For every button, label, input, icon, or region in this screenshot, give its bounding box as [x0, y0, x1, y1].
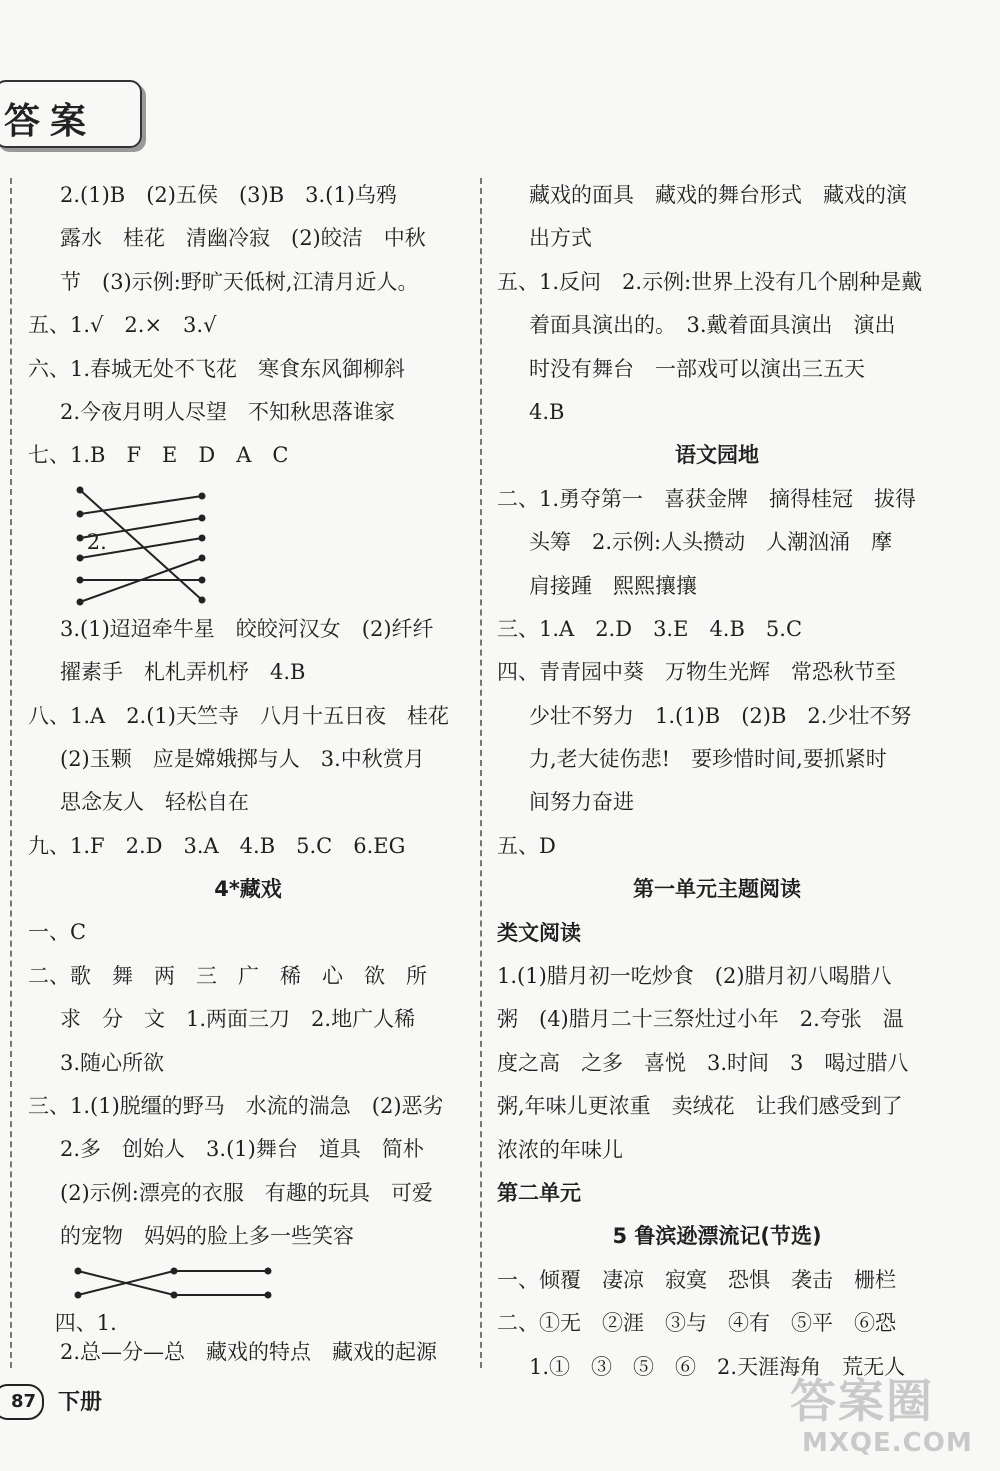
answer-line: 粥 (4)腊月二十三祭灶过小年 2.夸张 温	[497, 1007, 904, 1032]
answer-line: 4.B	[529, 399, 565, 424]
answer-line: 九、1.F 2.D 3.A 4.B 5.C 6.EG	[28, 833, 406, 858]
answer-line: 一、C	[28, 920, 87, 945]
answer-line: 头筹 2.示例:人头攒动 人潮汹涌 摩	[529, 530, 893, 555]
answer-line: 六、1.春城无处不飞花 寒食东风御柳斜	[28, 356, 406, 381]
answer-line: 五、D	[497, 833, 556, 858]
answer-line: 2.今夜月明人尽望 不知秋思落谁家	[60, 399, 396, 424]
watermark-text: 答案圈	[790, 1374, 934, 1428]
volume-label: 下册	[58, 1390, 103, 1415]
answer-line: 七、1.B F E D A C	[28, 443, 289, 468]
answer-line: 力,老大徒伤悲! 要珍惜时间,要抓紧时	[529, 747, 887, 772]
page-number: 87	[0, 1384, 44, 1420]
answer-line: 着面具演出的。 3.戴着面具演出 演出	[529, 313, 896, 338]
answer-line: 五、1.反问 2.示例:世界上没有几个剧种是戴	[497, 269, 923, 294]
answer-line: 2.(1)B (2)五侯 (3)B 3.(1)乌鸦	[60, 183, 397, 207]
answer-line: 2.总—分—总 藏戏的特点 藏戏的起源	[60, 1339, 438, 1364]
answer-line: (2)示例:漂亮的衣服 有趣的玩具 可爱	[60, 1180, 433, 1205]
matching-diagram-2	[28, 1259, 468, 1335]
answer-line: 三、1.(1)脱缰的野马 水流的湍急 (2)恶劣	[28, 1094, 444, 1119]
answer-line: 一、倾覆 凄凉 寂寞 恐惧 袭击 栅栏	[497, 1267, 896, 1292]
answer-line: 思念友人 轻松自在	[60, 790, 249, 815]
answer-line: 二、歌 舞 两 三 广 稀 心 欲 所	[28, 963, 427, 988]
answer-line: 浓浓的年味儿	[497, 1137, 623, 1162]
answer-line: 节 (3)示例:野旷天低树,江清月近人。	[60, 269, 419, 294]
answer-line: 八、1.A 2.(1)天竺寺 八月十五日夜 桂花	[28, 703, 449, 728]
answer-line: 五、1.√ 2.× 3.√	[28, 313, 217, 338]
answer-line: 二、①无 ②涯 ③与 ④有 ⑤平 ⑥恐	[497, 1311, 896, 1336]
answer-line: (2)玉颗 应是嫦娥掷与人 3.中秋赏月	[60, 746, 425, 771]
answer-line: 1.① ③ ⑤ ⑥ 2.天涯海角 荒无人	[529, 1354, 906, 1379]
answer-line: 三、1.A 2.D 3.E 4.B 5.C	[497, 616, 803, 641]
answer-line: 四、青青园中葵 万物生光辉 常恐秋节至	[497, 660, 896, 685]
answer-line: 间努力奋进	[529, 790, 634, 815]
answer-line: 3.随心所欲	[60, 1050, 165, 1075]
right-column	[497, 174, 937, 1389]
subsection-title: 类文阅读	[497, 920, 581, 945]
matching-diagram-1	[28, 478, 468, 608]
left-dashed-border	[10, 178, 12, 1368]
answer-line: 肩接踵 熙熙攘攘	[529, 573, 697, 598]
matching-lines-1	[76, 478, 276, 608]
answer-line: 3.(1)迢迢牵牛星 皎皎河汉女 (2)纤纤	[60, 616, 434, 641]
section-title: 4*藏戏	[214, 877, 282, 902]
watermark-url: MXQE.COM	[802, 1428, 973, 1458]
section-title: 语文园地	[675, 443, 759, 468]
section-title: 5 鲁滨逊漂流记(节选)	[612, 1224, 822, 1249]
matching-lines-2	[74, 1265, 334, 1325]
answer-line: 度之高 之多 喜悦 3.时间 3 喝过腊八	[497, 1050, 909, 1075]
answer-line: 时没有舞台 一部戏可以演出三五天	[529, 356, 865, 381]
column-divider	[480, 178, 482, 1368]
answer-line: 2.多 创始人 3.(1)舞台 道具 简朴	[60, 1137, 424, 1162]
watermark	[790, 1374, 1000, 1469]
section-title: 第一单元主题阅读	[633, 877, 801, 902]
answer-line: 粥,年味儿更浓重 卖绒花 让我们感受到了	[497, 1094, 903, 1119]
left-column	[28, 174, 468, 1374]
answer-line: 1.(1)腊月初一吃炒食 (2)腊月初八喝腊八	[497, 964, 892, 989]
answer-header-title: 答案	[4, 101, 97, 142]
answer-line: 擢素手 札札弄机杼 4.B	[60, 660, 306, 685]
answer-line: 求 分 文 1.两面三刀 2.地广人稀	[60, 1007, 416, 1032]
unit-title: 第二单元	[497, 1180, 581, 1205]
answer-line: 出方式	[529, 226, 592, 251]
answer-line: 2.	[86, 530, 107, 555]
answer-line: 的宠物 妈妈的脸上多一些笑容	[60, 1224, 354, 1249]
answer-line: 藏戏的面具 藏戏的舞台形式 藏戏的演	[529, 183, 907, 207]
answer-line: 少壮不努力 1.(1)B (2)B 2.少壮不努	[529, 703, 912, 728]
answer-line: 四、1.	[54, 1311, 117, 1335]
answer-line: 二、1.勇夺第一 喜获金牌 摘得桂冠 拔得	[497, 486, 917, 511]
answer-line: 露水 桂花 清幽冷寂 (2)皎洁 中秋	[60, 226, 426, 251]
